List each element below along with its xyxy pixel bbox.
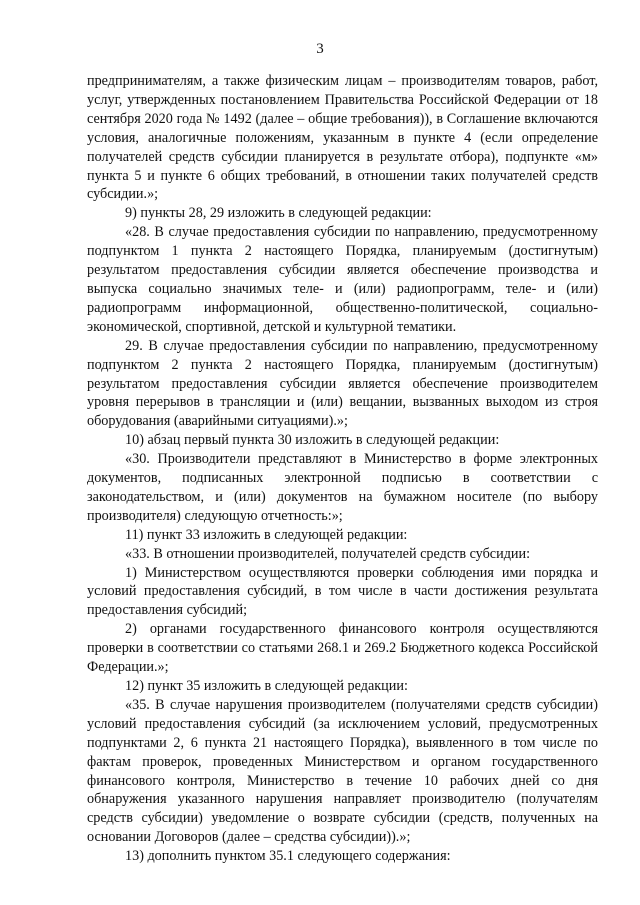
paragraph-clause-35: «35. В случае нарушения производителем (получателями средств субсидии) условий предоставления субсидий (за исключением условий, предусмотренных подпунктами 2, 6 пункта 21 настоящего Порядка), выявленного в том числе по фактам проверок, проведенных Министерством и органом государственного финансового контроля, Министерство в течение 10 рабочих дней со дня обнаружения указанного нарушения направляет производителю (получателям средств субсидии) уведомление о возврате субсидии (средств, полученных на основании Договоров (далее – средства субсидии)).»;: [87, 696, 598, 846]
paragraph-item-10: 10) абзац первый пункта 30 изложить в следующей редакции:: [125, 432, 500, 449]
paragraph-item-12: 12) пункт 35 изложить в следующей редакции:: [125, 678, 408, 694]
paragraph-clause-33-sub-1: 1) Министерством осуществляются проверки соблюдения ими порядка и условий предоставления субсидий, в том числе в части достижения результата предоставления субсидий;: [87, 564, 598, 619]
paragraph-clause-33-sub-2: 2) органами государственного финансового контроля осуществляются проверки в соответствии со статьями 268.1 и 269.2 Бюджетного кодекса Российской Федерации.»;: [87, 621, 598, 676]
paragraph-clause-28: «28. В случае предоставления субсидии по направлению, предусмотренному подпунктом 1 пункта 2 настоящего Порядка, планируемым (достигнутым) результатом предоставления субсидии является обеспечение производства и выпуска социально значимых теле- и (или) радиопрограмм, теле- и (или) радиопрограмм информационной, общественно-политической, социально-экономической, спортивной, детской и культурной тематики.: [87, 224, 598, 335]
page-number: 3: [316, 41, 324, 57]
paragraph-clause-29: 29. В случае предоставления субсидии по направлению, предусмотренному подпунктом 2 пункта 2 настоящего Порядка, планируемым (достигнутым) результатом предоставления субсидии является обеспечение производителем уровня перерывов в трансляции и (или) вещании, вызванных выходом из строя оборудования (аварийными ситуациями).»;: [87, 337, 598, 430]
paragraph-item-11: 11) пункт 33 изложить в следующей редакции:: [125, 526, 408, 543]
paragraph-clause-30: «30. Производители представляют в Министерство в форме электронных документов, подписанных электронной подписью в соответствии с законодательством, и (или) документов на бумажном носителе (по выбору производителя) следующую отчетность:»;: [87, 451, 598, 524]
document-body: [87, 72, 598, 866]
paragraph-item-9: 9) пункты 28, 29 изложить в следующей редакции:: [125, 205, 432, 222]
paragraph-item-13: 13) дополнить пунктом 35.1 следующего содержания:: [125, 848, 451, 865]
paragraph-continuation: предпринимателям, а также физическим лицам – производителям товаров, работ, услуг, утвержденных постановлением Правительства Российской Федерации от 18 сентября 2020 года № 1492 (далее – общие требования)), в Соглашение включаются условия, аналогичные положениям, указанным в пункте 4 (если определение получателей средств субсидии планируется в результате отбора), подпункте «м» пункта 5 и пункте 6 общих требований, в отношении таких получателей средств субсидии.»;: [87, 73, 598, 203]
paragraph-clause-33: «33. В отношении производителей, получателей средств субсидии:: [125, 545, 531, 562]
